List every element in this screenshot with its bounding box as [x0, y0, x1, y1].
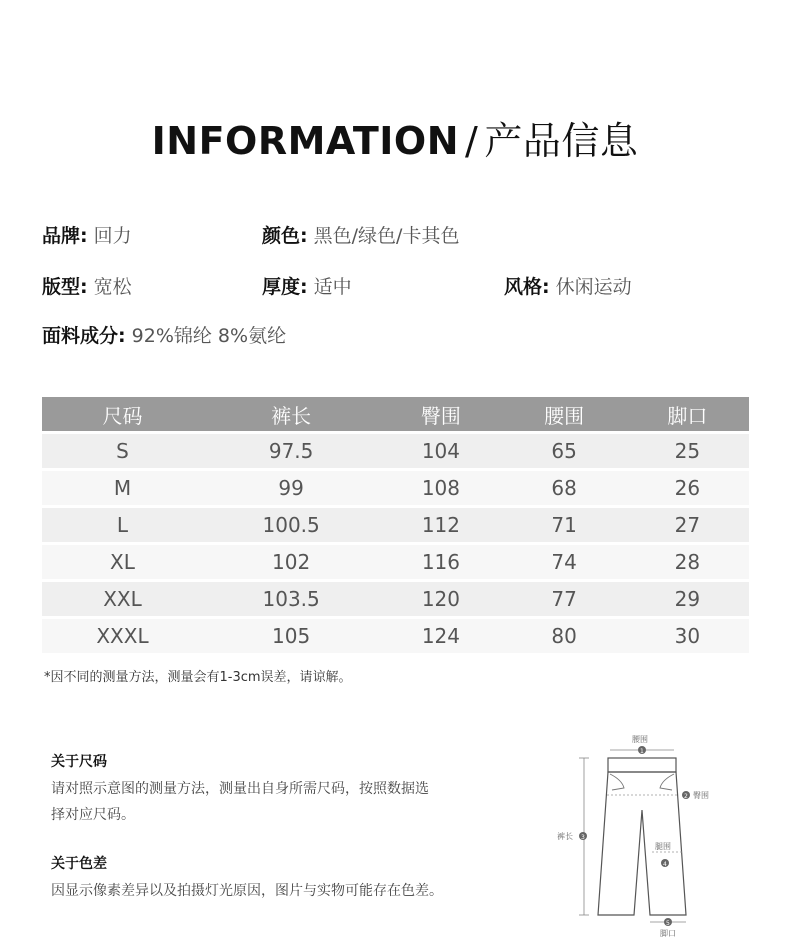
brand-value: 回力 [93, 225, 132, 247]
table-cell: 80 [503, 616, 626, 653]
thickness-label: 厚度: [262, 276, 308, 298]
header-hip: 臀围 [379, 397, 502, 431]
color-value: 黑色/绿色/卡其色 [313, 225, 460, 247]
title-cn: 产品信息 [484, 119, 639, 163]
title-en: INFORMATION [151, 119, 460, 163]
style-label: 风格: [504, 276, 550, 298]
about-size-title: 关于尺码 [51, 754, 107, 770]
left-pocket-shape [610, 774, 624, 790]
title-separator: / [465, 119, 479, 163]
table-cell: 68 [503, 468, 626, 505]
about-size-line-1: 请对照示意图的测量方法，测量出自身所需尺码，按照数据选 [51, 781, 429, 797]
table-cell: 30 [626, 616, 749, 653]
thigh-label: 腿围 [655, 842, 671, 851]
table-cell: 74 [503, 542, 626, 579]
color-info [262, 221, 459, 248]
fabric-value: 92%锦纶 8%氨纶 [131, 325, 287, 347]
table-row [42, 505, 749, 542]
table-cell: 28 [626, 542, 749, 579]
fit-info [42, 272, 132, 299]
table-cell: 29 [626, 579, 749, 616]
style-info [504, 272, 632, 299]
table-cell: 102 [203, 542, 379, 579]
table-cell: 108 [379, 468, 502, 505]
table-cell: 120 [379, 579, 502, 616]
table-row [42, 542, 749, 579]
size-table [42, 397, 749, 653]
about-color-title: 关于色差 [51, 856, 107, 872]
marker-3-num: 3 [581, 834, 585, 841]
brand-info [42, 221, 132, 248]
table-cell: 27 [626, 505, 749, 542]
table-cell: 99 [203, 468, 379, 505]
about-size-text [51, 776, 471, 828]
measurement-note: *因不同的测量方法，测量会有1-3cm误差，请谅解。 [44, 670, 352, 685]
table-cell: 77 [503, 579, 626, 616]
hem-label: 脚口 [660, 929, 676, 938]
table-row [42, 616, 749, 653]
table-cell: 100.5 [203, 505, 379, 542]
style-value: 休闲运动 [555, 276, 632, 298]
table-cell: 97.5 [203, 431, 379, 468]
fabric-label: 面料成分: [42, 325, 126, 347]
size-table-header [42, 397, 749, 431]
waistband-shape [608, 758, 676, 772]
thickness-info [262, 272, 352, 299]
brand-label: 品牌: [42, 225, 88, 247]
table-cell: 104 [379, 431, 502, 468]
table-cell: 25 [626, 431, 749, 468]
header-hem: 脚口 [626, 397, 749, 431]
table-cell: L [42, 505, 203, 542]
header-length: 裤长 [203, 397, 379, 431]
table-row [42, 579, 749, 616]
table-cell: 112 [379, 505, 502, 542]
about-size-line-2: 择对应尺码。 [51, 807, 135, 823]
table-cell: 26 [626, 468, 749, 505]
table-cell: 105 [203, 616, 379, 653]
table-cell: 71 [503, 505, 626, 542]
table-cell: XXXL [42, 616, 203, 653]
right-pocket-shape [660, 774, 674, 790]
table-cell: 124 [379, 616, 502, 653]
color-label: 颜色: [262, 225, 308, 247]
pants-measurement-diagram [552, 730, 722, 945]
table-row [42, 468, 749, 505]
marker-2-num: 2 [684, 793, 688, 800]
pants-outline-shape [598, 772, 686, 915]
table-cell: 103.5 [203, 579, 379, 616]
fit-value: 宽松 [93, 276, 132, 298]
table-cell: XL [42, 542, 203, 579]
marker-4-num: 4 [663, 861, 667, 868]
hip-label: 臀围 [693, 791, 709, 800]
marker-5-num: 5 [666, 920, 670, 927]
marker-1-num: 1 [640, 748, 644, 755]
length-label: 裤长 [557, 832, 573, 841]
table-cell: 65 [503, 431, 626, 468]
waist-label: 腰围 [632, 735, 648, 744]
fabric-info [42, 321, 286, 348]
thickness-value: 适中 [313, 276, 352, 298]
table-cell: 116 [379, 542, 502, 579]
table-cell: M [42, 468, 203, 505]
fit-label: 版型: [42, 276, 88, 298]
page-title [0, 110, 790, 165]
table-cell: S [42, 431, 203, 468]
table-cell: XXL [42, 579, 203, 616]
table-row [42, 431, 749, 468]
header-waist: 腰围 [503, 397, 626, 431]
about-color-text: 因显示像素差异以及拍摄灯光原因，图片与实物可能存在色差。 [51, 883, 443, 899]
header-size: 尺码 [42, 397, 203, 431]
